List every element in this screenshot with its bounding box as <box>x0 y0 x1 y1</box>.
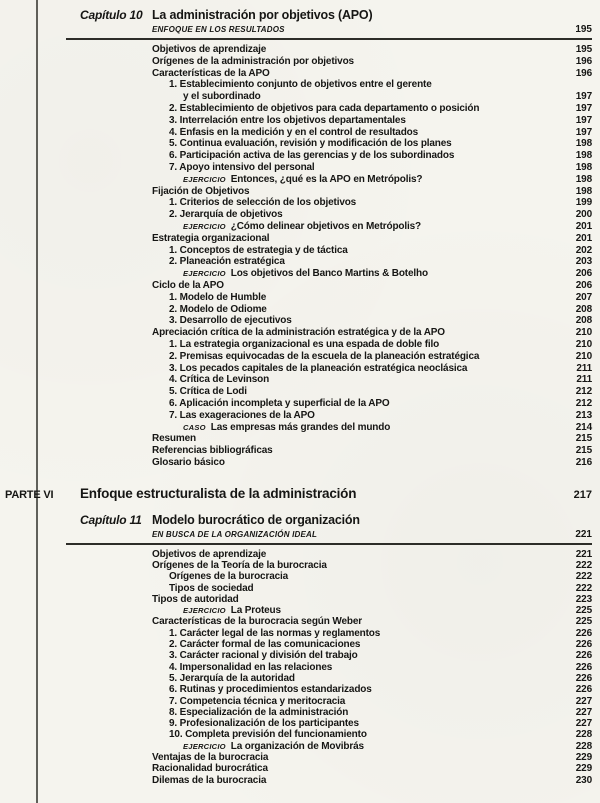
entry-title: 6. Aplicación incompleta y superficial de la APO <box>169 397 390 409</box>
toc-entry-text <box>152 115 556 127</box>
page-number: 229 <box>575 752 592 764</box>
toc-entry-text <box>152 639 556 650</box>
entry-title: 1. Establecimiento conjunto de objetivos entre el gerente <box>169 79 432 91</box>
page-number: 222 <box>575 582 592 594</box>
entry-title: Entonces, ¿qué es la APO en Metrópolis? <box>230 173 423 185</box>
entry-title: Orígenes de la administración por objetivos <box>152 55 354 67</box>
page-number: 196 <box>575 67 592 79</box>
page-number: 206 <box>575 268 592 280</box>
parte-6-page-number: 217 <box>573 488 592 501</box>
entry-title: 10. Completa previsión del funcionamiento <box>169 729 367 741</box>
page-number: 226 <box>575 627 592 639</box>
entry-title: 3. Interrelación entre los objetivos departamentales <box>169 114 406 126</box>
page-number: 198 <box>575 161 592 173</box>
page-number: 208 <box>575 303 592 315</box>
page-number: 212 <box>575 386 592 398</box>
toc-entry-text <box>152 422 556 434</box>
toc-entry <box>152 138 592 150</box>
toc-entry-text <box>152 673 556 684</box>
entry-kind-label: CASO <box>183 422 206 432</box>
toc-entry <box>152 186 592 198</box>
toc-entry-text <box>152 410 556 422</box>
toc-entry <box>152 174 592 186</box>
toc-entry-text <box>152 68 556 80</box>
chapter-11-subtitle: EN BUSCA DE LA ORGANIZACIÓN IDEAL <box>152 529 318 539</box>
toc-entry <box>152 571 592 582</box>
entry-kind-label: EJERCICIO <box>183 741 226 751</box>
entry-title: ¿Cómo delinear objetivos en Metrópolis? <box>230 220 422 232</box>
toc-entry <box>152 729 592 740</box>
toc-entry <box>152 650 592 661</box>
entry-title: 8. Especialización de la administración <box>169 706 349 718</box>
entry-title: 3. Carácter racional y división del trabajo <box>169 650 358 662</box>
page-number: 226 <box>575 650 592 662</box>
entry-title: 4. Impersonalidad en las relaciones <box>169 661 333 673</box>
page-number: 197 <box>575 102 592 114</box>
entry-title: Estrategia organizacional <box>152 232 270 244</box>
toc-entry <box>152 103 592 115</box>
entry-title: 1. Carácter legal de las normas y reglamentos <box>169 627 381 639</box>
page-number: 201 <box>575 232 592 244</box>
entry-title: 1. Modelo de Humble <box>169 291 267 303</box>
toc-entry <box>152 221 592 233</box>
entry-title: 5. Jerarquía de la autoridad <box>169 672 295 684</box>
entry-title: 4. Crítica de Levinson <box>169 374 270 386</box>
chapter-10-title: La administración por objetivos (APO) <box>152 8 373 22</box>
toc-entry-text <box>152 315 556 327</box>
toc-entry <box>152 315 592 327</box>
page-number: 227 <box>575 695 592 707</box>
toc-entry <box>152 684 592 695</box>
chapter-11-start-page: 221 <box>575 528 592 540</box>
toc-entry <box>152 696 592 707</box>
entry-title: Características de la APO <box>152 67 270 79</box>
page-number: 228 <box>575 729 592 741</box>
page-number: 227 <box>575 718 592 730</box>
toc-entry <box>152 127 592 139</box>
toc-entry <box>152 363 592 375</box>
toc-entry <box>152 374 592 386</box>
entry-title: 5. Continua evaluación, revisión y modificación de los planes <box>169 138 452 150</box>
toc-entry-text <box>152 292 556 304</box>
toc-entry <box>152 718 592 729</box>
toc-entry-text <box>152 245 556 257</box>
toc-entry-text <box>152 268 556 280</box>
toc-entry <box>152 209 592 221</box>
page-number: 230 <box>575 774 592 786</box>
page-number: 216 <box>575 456 592 468</box>
toc-entry <box>152 162 592 174</box>
chapter-11-title: Modelo burocrático de organización <box>152 512 360 527</box>
toc-entry-text <box>152 549 556 560</box>
entry-title: 4. Énfasis en la medición y en el control de resultados <box>169 126 419 138</box>
chapter-10-subtitle: ENFOQUE EN LOS RESULTADOS <box>152 25 285 34</box>
entry-kind-label: EJERCICIO <box>183 269 226 279</box>
chapter-11-subtitle-row <box>152 529 592 540</box>
entry-title: 2. Carácter formal de las comunicaciones <box>169 639 361 651</box>
toc-entry-text <box>152 386 556 398</box>
toc-entry-text <box>152 729 556 740</box>
toc-entry <box>152 628 592 639</box>
chapter-10-entries <box>152 44 592 469</box>
page-number: 226 <box>575 684 592 696</box>
entry-title: Tipos de autoridad <box>152 593 239 605</box>
entry-kind-label: EJERCICIO <box>183 221 226 231</box>
page-number: 207 <box>575 291 592 303</box>
toc-entry <box>152 327 592 339</box>
chapter-11-heading <box>66 513 592 527</box>
toc-entry <box>152 662 592 673</box>
toc-entry-text <box>152 327 556 339</box>
toc-entry-text <box>152 174 556 186</box>
toc-entry <box>152 256 592 268</box>
chapter-10-section <box>66 8 592 469</box>
entry-title: 2. Jerarquía de objetivos <box>169 209 283 221</box>
toc-entry <box>152 233 592 245</box>
entry-title: 5. Crítica de Lodi <box>169 386 247 398</box>
toc-entry-text <box>152 763 556 774</box>
toc-entry-text <box>152 221 556 233</box>
chapter-10-subtitle-row <box>152 24 592 35</box>
page-number: 211 <box>576 374 592 386</box>
page-number: 225 <box>575 616 592 628</box>
toc-entry-text <box>152 127 556 139</box>
toc-entry-text <box>152 583 556 594</box>
toc-entry-text <box>152 351 556 363</box>
entry-title: 2. Planeación estratégica <box>169 256 285 268</box>
entry-title: 9. Profesionalización de los participantes <box>169 718 359 730</box>
parte-6-label: PARTE VI <box>5 488 54 501</box>
toc-entry-text <box>152 752 556 763</box>
entry-title: Objetivos de aprendizaje <box>152 548 267 560</box>
page-number: 210 <box>575 338 592 350</box>
toc-entry-text <box>152 44 556 56</box>
entry-title: Resumen <box>152 433 196 445</box>
page-number: 196 <box>575 55 592 67</box>
entry-title: 1. Conceptos de estrategia y de táctica <box>169 244 348 256</box>
toc-entry <box>152 752 592 763</box>
toc-entry <box>152 150 592 162</box>
chapter-11-label: Capítulo 11 <box>80 512 142 527</box>
toc-entry <box>152 280 592 292</box>
toc-entry <box>152 351 592 363</box>
toc-entry-text <box>152 233 556 245</box>
toc-entry-text <box>152 571 556 582</box>
page-number: 195 <box>575 44 592 55</box>
page-number: 198 <box>575 173 592 185</box>
toc-entry-text <box>152 339 556 351</box>
entry-title: Racionalidad burocrática <box>152 763 268 775</box>
entry-title: Apreciación crítica de la administración estratégica y de la APO <box>152 327 445 339</box>
toc-entry-text <box>152 650 556 661</box>
entry-kind-label: EJERCICIO <box>183 174 226 184</box>
page-number: 222 <box>575 559 592 571</box>
page-number: 202 <box>575 244 592 256</box>
page-number: 227 <box>575 706 592 718</box>
page-number: 229 <box>575 763 592 775</box>
toc-entry-text <box>152 696 556 707</box>
toc-entry-text <box>152 186 556 198</box>
entry-title: 3. Desarrollo de ejecutivos <box>169 315 292 327</box>
entry-title: 7. Competencia técnica y meritocracia <box>169 695 346 707</box>
entry-title: La Proteus <box>230 605 281 617</box>
toc-entry-text <box>152 457 556 469</box>
page-number: 197 <box>575 126 592 138</box>
toc-entry-text <box>152 775 556 786</box>
toc-entry <box>152 398 592 410</box>
toc-entry-text <box>152 594 556 605</box>
page-number: 198 <box>575 150 592 162</box>
toc-entry <box>152 422 592 434</box>
toc-entry <box>152 68 592 80</box>
page-number: 203 <box>575 256 592 268</box>
toc-entry <box>152 245 592 257</box>
toc-entry <box>152 605 592 616</box>
chapter-10-heading <box>66 8 592 22</box>
entry-title: La organización de Movibrás <box>230 740 364 752</box>
toc-entry <box>152 56 592 68</box>
entry-title: Los objetivos del Banco Martins & Botelho <box>230 268 428 280</box>
toc-entry-text <box>152 138 556 150</box>
toc-entry-text <box>152 162 556 174</box>
page-number: 198 <box>575 138 592 150</box>
page-number: 208 <box>575 315 592 327</box>
entry-title: Ciclo de la APO <box>152 279 224 291</box>
page-number: 228 <box>575 740 592 752</box>
parte-6-heading <box>0 486 600 501</box>
toc-entry <box>152 457 592 469</box>
toc-entry-text <box>152 363 556 375</box>
page-number: 215 <box>575 445 592 457</box>
toc-entry-text <box>152 197 556 209</box>
page-number: 210 <box>575 327 592 339</box>
entry-title: 7. Las exageraciones de la APO <box>169 409 315 421</box>
page-number: 225 <box>575 605 592 617</box>
toc-entry-text <box>152 304 556 316</box>
page-number: 223 <box>575 593 592 605</box>
page-number: 226 <box>575 661 592 673</box>
toc-entry <box>152 433 592 445</box>
toc-entry <box>152 386 592 398</box>
toc-entry <box>152 79 592 91</box>
parte-6-title: Enfoque estructuralista de la administración <box>80 485 357 501</box>
entry-title: y el subordinado <box>183 91 261 103</box>
toc-entry <box>152 763 592 774</box>
page-number: 213 <box>575 409 592 421</box>
toc-entry-text <box>152 150 556 162</box>
page-number: 210 <box>575 350 592 362</box>
entry-title: Características de la burocracia según Weber <box>152 616 362 628</box>
entry-title: Las empresas más grandes del mundo <box>210 421 391 433</box>
toc-entry <box>152 268 592 280</box>
page-number: 226 <box>575 639 592 651</box>
toc-entry <box>152 549 592 560</box>
toc-entry-text <box>152 79 556 91</box>
toc-entry <box>152 292 592 304</box>
entry-title: 7. Apoyo intensivo del personal <box>169 161 315 173</box>
toc-entry-text <box>152 398 556 410</box>
page-number: 206 <box>575 279 592 291</box>
toc-entry-text <box>152 662 556 673</box>
toc-entry <box>152 673 592 684</box>
entry-title: 1. La estrategia organizacional es una espada de doble filo <box>169 338 440 350</box>
page-number: 197 <box>575 91 592 103</box>
toc-entry-text <box>152 628 556 639</box>
chapter-11-section <box>66 513 592 786</box>
toc-entry <box>152 583 592 594</box>
toc-entry-text <box>152 707 556 718</box>
toc-entry-text <box>152 103 556 115</box>
entry-title: 2. Modelo de Odiome <box>169 303 267 315</box>
toc-entry <box>152 707 592 718</box>
page-number: 211 <box>576 362 592 374</box>
entry-title: Orígenes de la burocracia <box>169 571 289 583</box>
entry-title: 6. Rutinas y procedimientos estandarizados <box>169 684 372 696</box>
toc-entry <box>152 339 592 351</box>
toc-entry <box>152 445 592 457</box>
toc-entry-text <box>152 684 556 695</box>
toc-entry <box>152 775 592 786</box>
toc-entry-text <box>152 374 556 386</box>
entry-title: Orígenes de la Teoría de la burocracia <box>152 559 327 571</box>
toc-entry <box>152 115 592 127</box>
page-number: 214 <box>575 421 592 433</box>
entry-kind-label: EJERCICIO <box>183 606 226 616</box>
toc-entry <box>152 639 592 650</box>
toc-entry-text <box>152 433 556 445</box>
page-number: 215 <box>575 433 592 445</box>
page-number: 201 <box>575 220 592 232</box>
chapter-11-entries <box>152 549 592 786</box>
entry-title: Referencias bibliográficas <box>152 445 273 457</box>
chapter-10-label: Capítulo 10 <box>80 8 143 22</box>
page-number: 198 <box>575 185 592 197</box>
toc-entry-text <box>152 560 556 571</box>
entry-title: 3. Los pecados capitales de la planeación estratégica neoclásica <box>169 362 468 374</box>
page-number: 221 <box>575 548 592 560</box>
toc-entry-text <box>152 209 556 221</box>
toc-entry-text <box>152 91 556 103</box>
entry-title: Dilemas de la burocracia <box>152 774 267 786</box>
entry-title: 6. Participación activa de las gerencias y de los subordinados <box>169 150 455 162</box>
horizontal-rule <box>66 543 592 545</box>
toc-entry <box>152 616 592 627</box>
entry-title: 1. Criterios de selección de los objetivos <box>169 197 357 209</box>
toc-entry-text <box>152 56 556 68</box>
toc-entry-text <box>152 718 556 729</box>
horizontal-rule <box>66 38 592 40</box>
toc-entry <box>152 594 592 605</box>
page-number: 199 <box>575 197 592 209</box>
page-number: 200 <box>575 209 592 221</box>
toc-entry-text <box>152 280 556 292</box>
toc-entry <box>152 91 592 103</box>
page-number: 222 <box>575 571 592 583</box>
toc-entry-text <box>152 605 556 616</box>
toc-entry-text <box>152 616 556 627</box>
toc-entry-text <box>152 256 556 268</box>
toc-entry <box>152 197 592 209</box>
toc-entry-text <box>152 445 556 457</box>
entry-title: Objetivos de aprendizaje <box>152 44 267 55</box>
page-number: 226 <box>575 672 592 684</box>
entry-title: Tipos de sociedad <box>169 582 254 594</box>
toc-entry-text <box>152 741 556 752</box>
toc-entry <box>152 560 592 571</box>
entry-title: Ventajas de la burocracia <box>152 752 269 764</box>
entry-title: 2. Establecimiento de objetivos para cada departamento o posición <box>169 102 480 114</box>
chapter-10-start-page: 195 <box>575 24 592 35</box>
toc-entry <box>152 304 592 316</box>
page-number: 212 <box>575 397 592 409</box>
toc-entry <box>152 410 592 422</box>
entry-title: Fijación de Objetivos <box>152 185 250 197</box>
entry-title: Glosario básico <box>152 456 225 468</box>
entry-title: 2. Premisas equivocadas de la escuela de la planeación estratégica <box>169 350 480 362</box>
toc-entry <box>152 741 592 752</box>
toc-entry <box>152 44 592 56</box>
page-number: 197 <box>575 114 592 126</box>
